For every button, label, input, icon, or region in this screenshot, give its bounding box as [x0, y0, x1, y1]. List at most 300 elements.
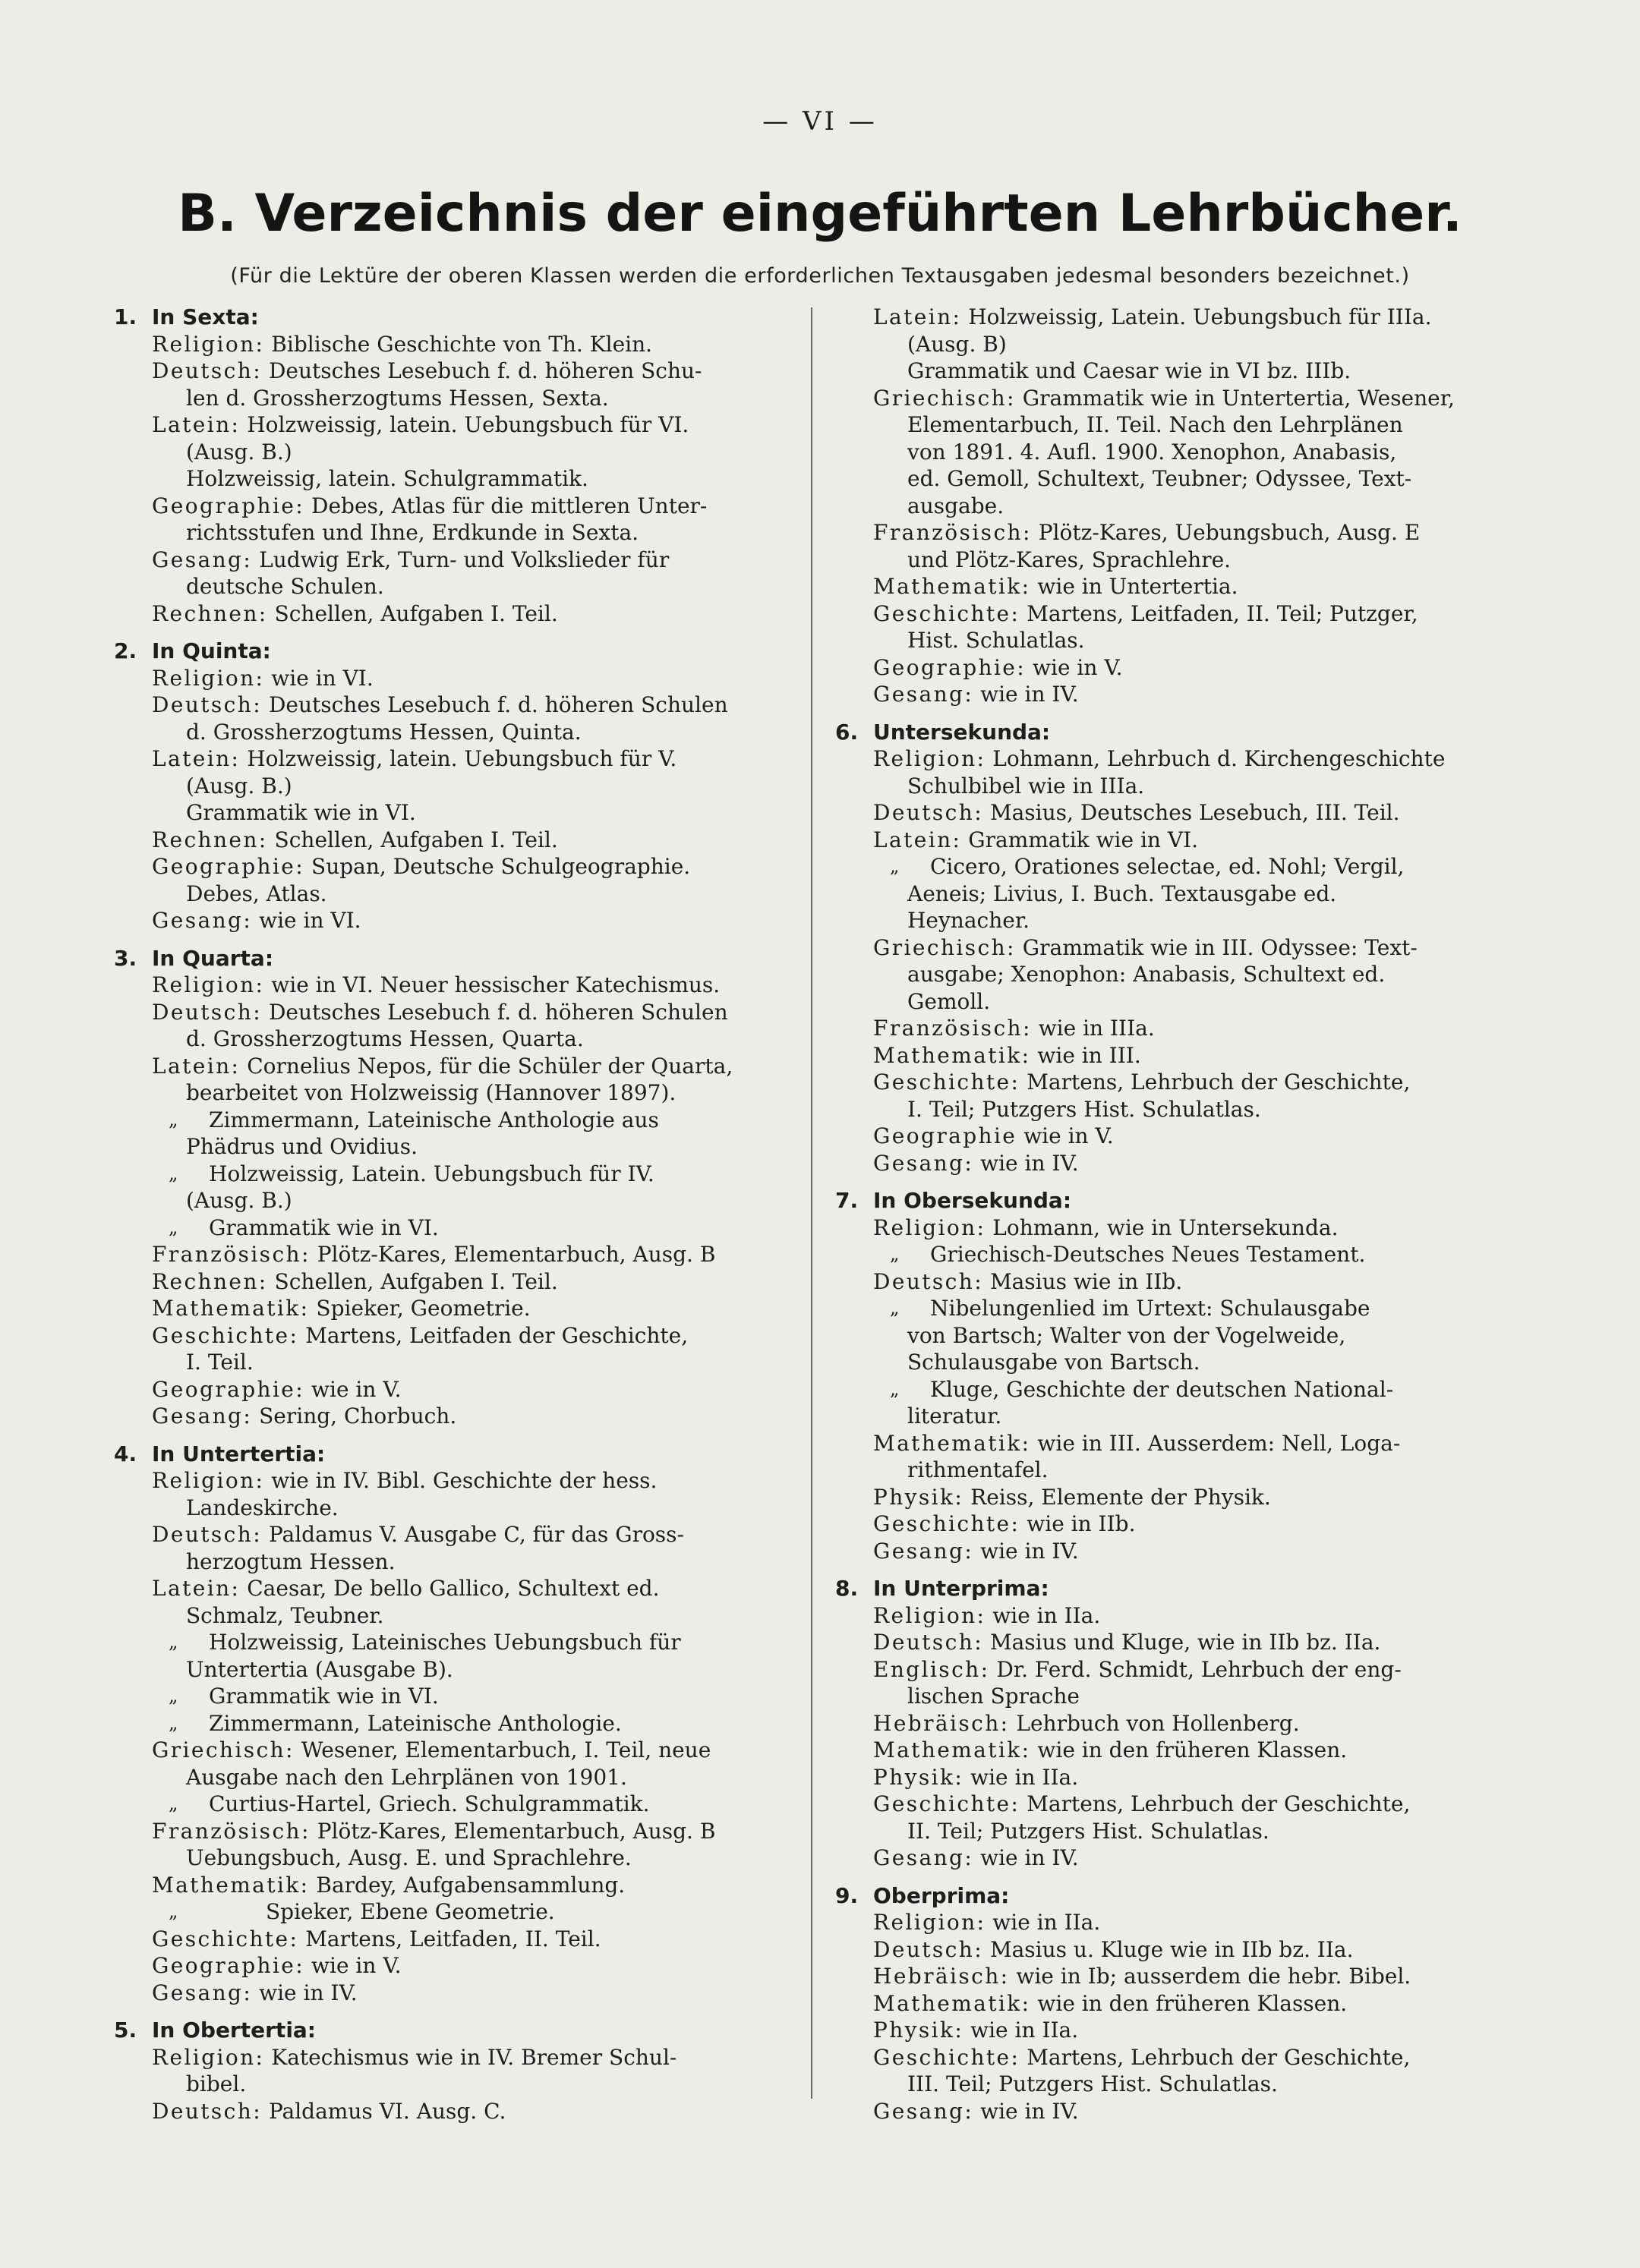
entry-text: Griechisch-Deutsches Neues Testament.: [930, 1242, 1366, 1267]
section-3: [114, 945, 797, 1430]
entry-text: Sering, Chorbuch.: [259, 1403, 457, 1429]
entry-line: [152, 1376, 797, 1403]
entry-line: [873, 1844, 1511, 1872]
entry-line: [152, 1791, 797, 1818]
entry-text: wie in den früheren Klassen.: [1037, 1990, 1348, 2016]
entry-text: Supan, Deutsche Schulgeographie.: [311, 854, 691, 879]
entry-list: [835, 1909, 1511, 2125]
entry-text: Schulbibel wie in IIIa.: [907, 773, 1145, 799]
subject-label: Deutsch:: [152, 2098, 263, 2124]
book-entry: [873, 654, 1511, 682]
entry-text: Martens, Leitfaden, II. Teil; Putzger,: [1027, 600, 1418, 626]
section-title: In Untertertia:: [152, 1441, 326, 1466]
book-entry: [152, 1710, 797, 1737]
section-9: [835, 1882, 1511, 2125]
entry-line: [873, 1123, 1511, 1150]
entry-line: [873, 681, 1511, 708]
subject-label: Geschichte:: [873, 1791, 1020, 1816]
subject-label: Gesang:: [152, 1980, 253, 2005]
section-title: In Unterprima:: [873, 1576, 1049, 1601]
entry-text: wie in IIa.: [970, 2018, 1079, 2043]
book-entry: [152, 1818, 797, 1872]
book-entry: [152, 1926, 797, 1953]
entry-line: [873, 1909, 1511, 1936]
section-5: [835, 304, 1511, 708]
entry-line: [873, 1322, 1511, 1350]
entry-line: [873, 2017, 1511, 2044]
book-entry: [152, 853, 797, 907]
ditto-mark: „: [169, 1901, 178, 1922]
entry-list: [835, 304, 1511, 708]
subject-label: Französisch:: [873, 1016, 1032, 1041]
entry-line: [152, 573, 797, 600]
book-entry: [873, 1764, 1511, 1791]
entry-line: [873, 385, 1511, 412]
entry-line: [873, 1629, 1511, 1656]
entry-line: [152, 1241, 797, 1268]
entry-line: [152, 773, 797, 800]
entry-text: wie in V.: [1023, 1123, 1114, 1148]
entry-list: [114, 665, 797, 934]
entry-line: [152, 600, 797, 628]
subject-label: Geschichte:: [152, 1322, 299, 1348]
book-entry: [873, 573, 1511, 600]
section-heading: [114, 945, 797, 972]
entry-line: [152, 1053, 797, 1080]
entry-text: wie in IIa.: [970, 1764, 1079, 1790]
book-entry: [873, 1268, 1511, 1296]
book-entry: [873, 1791, 1511, 1844]
entry-line: [873, 1791, 1511, 1818]
page-number: — VI —: [762, 106, 878, 137]
entry-line: [152, 999, 797, 1026]
book-entry: [152, 999, 797, 1053]
entry-list: [835, 1602, 1511, 1872]
subject-label: Deutsch:: [873, 1936, 984, 1962]
entry-line: [152, 1872, 797, 1899]
entry-line: [873, 745, 1511, 773]
book-entry: [152, 1980, 797, 2007]
subject-label: Geographie:: [152, 493, 305, 518]
book-entry: [152, 1107, 797, 1161]
subject-label: Gesang:: [873, 682, 974, 707]
entry-text: III. Teil; Putzgers Hist. Schulatlas.: [907, 2071, 1278, 2096]
entry-text: Holzweissig, latein. Uebungsbuch für V.: [247, 746, 677, 771]
entry-line: [873, 1150, 1511, 1177]
ditto-mark: „: [169, 1108, 178, 1130]
section-heading: [114, 304, 797, 331]
entry-text: wie in V.: [311, 1953, 402, 1978]
book-entry: [873, 827, 1511, 854]
entry-line: [152, 1133, 797, 1161]
entry-line: [873, 1764, 1511, 1791]
entry-line: [152, 1602, 797, 1630]
entry-line: [152, 1629, 797, 1656]
entry-line: [873, 573, 1511, 600]
book-entry: [152, 1575, 797, 1629]
book-entry: [873, 934, 1511, 1016]
book-entry: [152, 600, 797, 628]
subject-label: Geschichte:: [873, 600, 1020, 626]
subject-label: Latein:: [152, 746, 241, 771]
entry-line: [873, 358, 1511, 385]
section-title: In Sexta:: [152, 304, 259, 329]
subject-label: Englisch:: [873, 1656, 990, 1682]
section-number: 7.: [835, 1188, 859, 1213]
subject-label: Latein:: [152, 412, 241, 437]
entry-text: wie in IV.: [980, 682, 1079, 707]
entry-list: [114, 331, 797, 628]
entry-line: [873, 304, 1511, 331]
entry-line: [873, 1683, 1511, 1710]
entry-text: wie in VI.: [271, 665, 374, 691]
entry-text: (Ausg. B.): [186, 1188, 292, 1213]
section-6: [835, 719, 1511, 1177]
entry-line: [873, 493, 1511, 520]
subject-label: Mathematik:: [873, 1990, 1031, 2016]
entry-text: herzogtum Hessen.: [186, 1548, 396, 1574]
entry-text: bearbeitet von Holzweissig (Hannover 1897).: [186, 1080, 676, 1105]
entry-text: wie in Ib; ausserdem die hebr. Bibel.: [1016, 1964, 1411, 1989]
subject-label: Französisch:: [873, 520, 1032, 545]
section-heading: [835, 1882, 1511, 1910]
section-heading: [835, 1187, 1511, 1214]
entry-line: [152, 1656, 797, 1684]
entry-text: Masius wie in IIb.: [989, 1268, 1183, 1294]
entry-line: [152, 493, 797, 520]
entry-text: Lohmann, wie in Untersekunda.: [992, 1214, 1339, 1240]
entry-text: wie in IV.: [980, 1150, 1079, 1176]
entry-list: [114, 972, 797, 1430]
subject-label: Geschichte:: [873, 1511, 1020, 1536]
book-entry: [873, 1990, 1511, 2018]
entry-text: wie in Untertertia.: [1037, 574, 1238, 599]
entry-line: [873, 1376, 1511, 1403]
entry-line: [152, 1683, 797, 1710]
entry-line: [152, 1548, 797, 1576]
entry-line: [152, 907, 797, 934]
book-entry: [873, 799, 1511, 827]
entry-text: Schmalz, Teubner.: [186, 1602, 384, 1628]
section-8: [835, 1575, 1511, 1872]
entry-line: [873, 799, 1511, 827]
book-entry: [152, 1521, 797, 1575]
section-number: 8.: [835, 1576, 859, 1601]
entry-line: [873, 1710, 1511, 1737]
book-entry: [873, 1737, 1511, 1764]
entry-line: [873, 331, 1511, 358]
entry-text: I. Teil.: [186, 1350, 254, 1375]
entry-text: Wesener, Elementarbuch, I. Teil, neue: [301, 1737, 711, 1762]
entry-text: wie in IV. Bibl. Geschichte der hess.: [271, 1468, 658, 1493]
section-7: [835, 1187, 1511, 1564]
entry-text: Dr. Ferd. Schmidt, Lehrbuch der eng-: [996, 1656, 1402, 1682]
section-5: [114, 2017, 797, 2125]
entry-line: [152, 547, 797, 574]
entry-text: II. Teil; Putzgers Hist. Schulatlas.: [907, 1818, 1269, 1844]
book-entry: [873, 1710, 1511, 1737]
entry-line: [873, 1963, 1511, 1990]
entry-line: [152, 1268, 797, 1296]
book-entry: [873, 1430, 1511, 1484]
section-heading: [835, 719, 1511, 746]
entry-line: [873, 547, 1511, 574]
book-entry: [152, 1403, 797, 1430]
subject-label: Religion:: [873, 1602, 986, 1628]
subject-label: Physik:: [873, 1764, 964, 1790]
book-entry: [152, 411, 797, 493]
entry-line: [152, 1521, 797, 1548]
entry-line: [873, 961, 1511, 988]
book-entry: [152, 907, 797, 934]
entry-list: [835, 745, 1511, 1177]
book-entry: [152, 665, 797, 692]
entry-line: [873, 1818, 1511, 1845]
book-entry: [152, 1872, 797, 1899]
left-column: [114, 304, 797, 2135]
entry-text: Plötz-Kares, Elementarbuch, Ausg. B: [317, 1818, 716, 1844]
section-title: In Quinta:: [152, 638, 271, 663]
ditto-mark: „: [890, 1297, 900, 1318]
entry-line: [152, 1322, 797, 1350]
subject-label: Geographie:: [152, 854, 305, 879]
book-entry: [873, 853, 1511, 934]
entry-line: [152, 1025, 797, 1053]
book-entry: [873, 1123, 1511, 1150]
book-entry: [152, 331, 797, 358]
book-entry: [873, 1909, 1511, 1936]
subject-label: Geschichte:: [873, 2044, 1020, 2070]
entry-line: [152, 2098, 797, 2125]
section-heading: [114, 1441, 797, 1468]
entry-text: Spieker, Ebene Geometrie.: [266, 1899, 555, 1924]
entry-line: [873, 2071, 1511, 2098]
book-entry: [152, 1268, 797, 1296]
book-entry: [152, 2098, 797, 2125]
page-title: B. Verzeichnis der eingeführten Lehrbücher.: [178, 184, 1462, 244]
entry-text: richtsstufen und Ihne, Erdkunde in Sexta.: [186, 520, 639, 545]
entry-line: [873, 1484, 1511, 1511]
entry-text: bibel.: [186, 2071, 247, 2096]
entry-line: [152, 2044, 797, 2071]
entry-line: [152, 1214, 797, 1242]
subject-label: Gesang:: [152, 547, 253, 572]
entry-line: [152, 880, 797, 908]
entry-line: [152, 972, 797, 999]
subject-label: Latein:: [873, 827, 962, 852]
subject-label: Französisch:: [152, 1242, 311, 1267]
entry-line: [152, 665, 797, 692]
subject-label: Mathematik:: [152, 1872, 310, 1898]
book-entry: [873, 1042, 1511, 1069]
subject-label: Griechisch:: [873, 385, 1016, 411]
entry-text: Masius u. Kluge wie in IIb bz. IIa.: [989, 1936, 1354, 1962]
book-entry: [873, 2017, 1511, 2044]
entry-text: Ludwig Erk, Turn- und Volkslieder für: [259, 547, 670, 572]
entry-line: [873, 1403, 1511, 1430]
entry-text: Holzweissig, Latein. Uebungsbuch für IIIa.: [968, 304, 1432, 329]
subject-label: Latein:: [152, 1053, 241, 1079]
section-number: 5.: [114, 2018, 137, 2043]
entry-text: Phädrus und Ovidius.: [186, 1134, 418, 1159]
entry-line: [873, 773, 1511, 800]
entry-line: [152, 827, 797, 854]
section-2: [114, 638, 797, 934]
entry-line: [152, 1898, 797, 1926]
entry-line: [873, 1268, 1511, 1296]
entry-text: wie in IV.: [980, 1538, 1079, 1564]
entry-line: [152, 1187, 797, 1214]
subject-label: Mathematik:: [873, 1042, 1031, 1068]
book-entry: [873, 1538, 1511, 1565]
subject-label: Deutsch:: [152, 999, 263, 1025]
entry-text: Martens, Leitfaden, II. Teil.: [305, 1926, 601, 1951]
entry-text: Deutsches Lesebuch f. d. höheren Schulen: [268, 692, 728, 717]
entry-line: [152, 358, 797, 385]
subject-label: Mathematik:: [873, 574, 1031, 599]
entry-text: Uebungsbuch, Ausg. E. und Sprachlehre.: [186, 1845, 632, 1870]
entry-text: wie in III. Ausserdem: Nell, Loga-: [1037, 1430, 1401, 1456]
entry-text: Paldamus V. Ausgabe C, für das Gross-: [268, 1522, 685, 1547]
entry-line: [152, 411, 797, 439]
ditto-mark: „: [169, 1216, 178, 1238]
ditto-mark: „: [169, 1685, 178, 1706]
section-number: 2.: [114, 638, 137, 663]
entry-text: wie in VI.: [259, 908, 361, 933]
entry-line: [873, 2044, 1511, 2071]
entry-line: [152, 719, 797, 746]
book-entry: [152, 1214, 797, 1242]
section-heading: [114, 2017, 797, 2044]
book-entry: [152, 1322, 797, 1376]
entry-line: [152, 385, 797, 412]
book-entry: [873, 1376, 1511, 1430]
book-entry: [873, 1602, 1511, 1630]
entry-line: [873, 1430, 1511, 1457]
entry-line: [873, 934, 1511, 962]
entry-line: [152, 1079, 797, 1107]
entry-line: [873, 465, 1511, 493]
entry-text: Debes, Atlas für die mittleren Unter-: [311, 493, 708, 518]
entry-line: [873, 439, 1511, 466]
subject-label: Deutsch:: [873, 800, 984, 825]
entry-line: [873, 853, 1511, 880]
right-column: [835, 304, 1511, 2135]
entry-text: Landeskirche.: [186, 1495, 339, 1520]
ditto-mark: „: [890, 855, 900, 877]
subject-label: Rechnen:: [152, 600, 268, 626]
entry-line: [873, 880, 1511, 908]
entry-text: Caesar, De bello Gallico, Schultext ed.: [247, 1576, 660, 1601]
section-4: [114, 1441, 797, 2007]
entry-line: [873, 1295, 1511, 1322]
entry-text: Grammatik wie in VI.: [968, 827, 1199, 852]
entry-text: von 1891. 4. Aufl. 1900. Xenophon, Anabasis,: [907, 439, 1397, 465]
entry-text: Biblische Geschichte von Th. Klein.: [271, 331, 653, 357]
section-heading: [835, 1575, 1511, 1602]
subject-label: Geographie:: [873, 654, 1027, 680]
subject-label: Deutsch:: [152, 1522, 263, 1547]
entry-text: Paldamus VI. Ausg. C.: [268, 2098, 506, 2124]
column-divider: [811, 307, 812, 2099]
book-entry: [873, 681, 1511, 708]
entry-text: Grammatik wie in III. Odyssee: Text-: [1022, 934, 1418, 960]
subject-label: Gesang:: [873, 1845, 974, 1870]
entry-text: (Ausg. B): [907, 331, 1007, 357]
subject-label: Latein:: [152, 1576, 241, 1601]
section-number: 9.: [835, 1882, 859, 1908]
section-number: 3.: [114, 945, 137, 971]
subject-label: Religion:: [152, 2044, 265, 2070]
section-title: Untersekunda:: [873, 719, 1051, 745]
entry-text: d. Grossherzogtums Hessen, Quinta.: [186, 719, 582, 745]
entry-line: [152, 2071, 797, 2098]
entry-line: [873, 827, 1511, 854]
entry-line: [873, 1096, 1511, 1123]
book-entry: [152, 827, 797, 854]
entry-text: Ausgabe nach den Lehrplänen von 1901.: [186, 1764, 627, 1790]
subject-label: Mathematik:: [873, 1737, 1031, 1762]
entry-line: [873, 2098, 1511, 2125]
book-entry: [873, 1015, 1511, 1042]
book-entry: [873, 2044, 1511, 2098]
entry-line: [873, 907, 1511, 934]
subject-label: Gesang:: [152, 1403, 253, 1429]
subject-label: Geographie: [873, 1123, 1017, 1148]
book-entry: [152, 1629, 797, 1683]
section-title: In Obersekunda:: [873, 1188, 1072, 1213]
entry-line: [873, 1936, 1511, 1964]
entry-line: [873, 1069, 1511, 1096]
book-entry: [873, 600, 1511, 654]
book-entry: [873, 1241, 1511, 1268]
entry-line: [152, 439, 797, 466]
book-entry: [873, 2098, 1511, 2125]
entry-line: [152, 1952, 797, 1980]
subject-label: Geschichte:: [152, 1926, 299, 1951]
entry-text: wie in V.: [1033, 654, 1123, 680]
subject-label: Religion:: [152, 331, 265, 357]
section-title: In Quarta:: [152, 945, 274, 971]
entry-text: lischen Sprache: [907, 1684, 1080, 1709]
subject-label: Latein:: [873, 304, 962, 329]
entry-line: [873, 1241, 1511, 1268]
book-entry: [152, 1241, 797, 1268]
subject-label: Französisch:: [152, 1818, 311, 1844]
section-1: [114, 304, 797, 627]
section-heading: [114, 638, 797, 665]
ditto-mark: „: [169, 1631, 178, 1652]
entry-line: [152, 1844, 797, 1872]
subject-label: Religion:: [873, 1214, 986, 1240]
entry-line: [152, 1495, 797, 1522]
entry-line: [873, 1349, 1511, 1376]
entry-line: [152, 465, 797, 493]
entry-line: [152, 1737, 797, 1764]
entry-line: [152, 1818, 797, 1845]
entry-text: wie in IIa.: [992, 1602, 1101, 1628]
entry-text: ed. Gemoll, Schultext, Teubner; Odyssee, Text-: [907, 466, 1412, 491]
book-entry: [873, 385, 1511, 520]
subject-label: Geographie:: [152, 1953, 305, 1978]
subject-label: Griechisch:: [152, 1737, 295, 1762]
entry-line: [152, 1764, 797, 1791]
book-entry: [152, 493, 797, 547]
entry-text: wie in VI. Neuer hessischer Katechismus.: [271, 972, 721, 997]
entry-text: Holzweissig, Lateinisches Uebungsbuch für: [209, 1630, 681, 1655]
ditto-mark: „: [169, 1162, 178, 1184]
book-entry: [873, 519, 1511, 573]
